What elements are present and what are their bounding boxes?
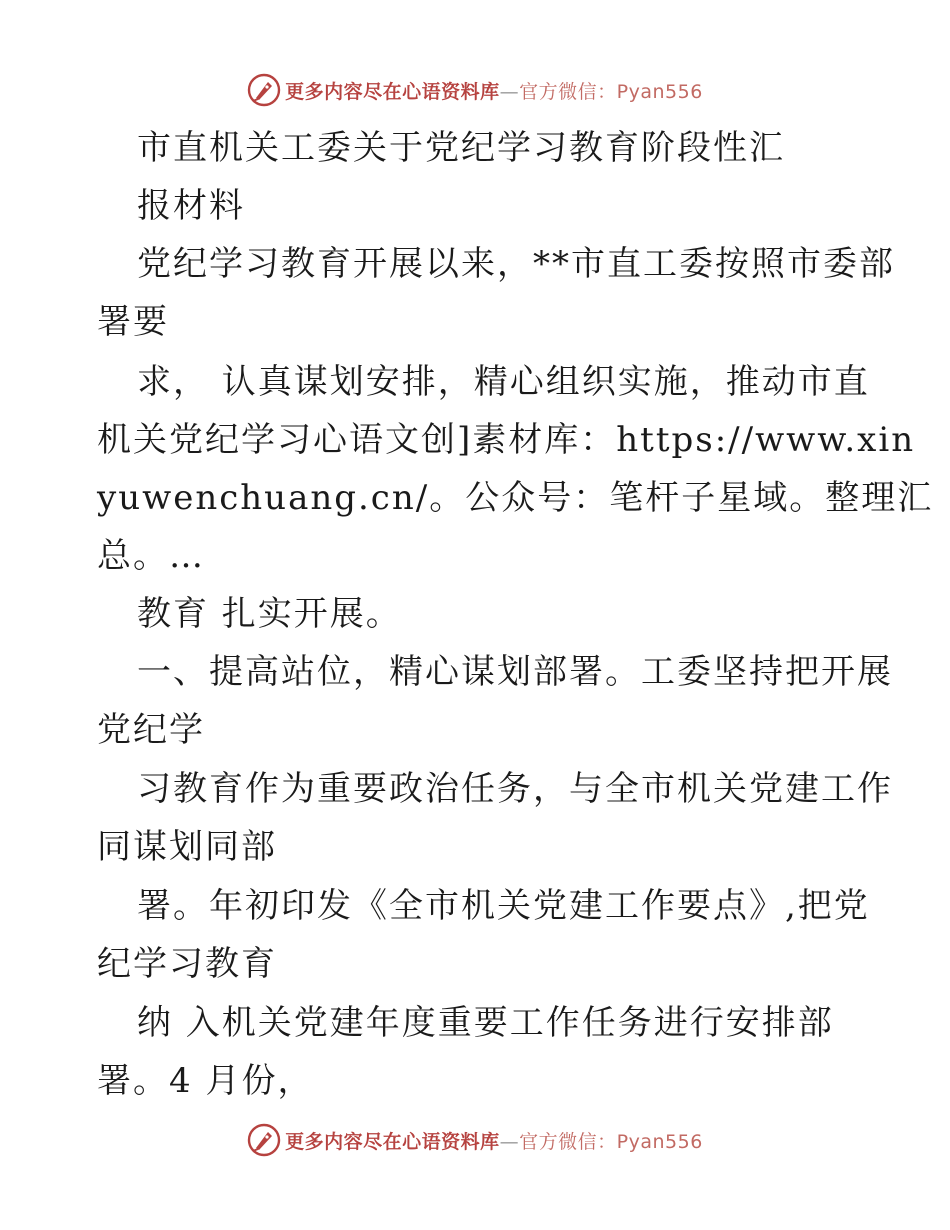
banner-main-text: 更多内容尽在心语资料库: [285, 1130, 500, 1153]
doc-text-line: 机关党纪学习心语文创]素材库：https://www.xin: [97, 420, 916, 460]
pen-nib-icon: [247, 1123, 281, 1157]
doc-text-line: 署。4 月份，: [97, 1061, 314, 1101]
doc-text-line: 总。…: [97, 536, 205, 576]
banner-dash: —: [499, 1130, 520, 1153]
doc-title-line: 报材料: [137, 186, 245, 226]
doc-text-line: 党纪学: [97, 710, 205, 750]
doc-text-line: 求， 认真谋划安排，精心组织实施，推动市直: [137, 362, 870, 402]
banner-dash: —: [499, 80, 520, 103]
doc-title-line: 市直机关工委关于党纪学习教育阶段性汇: [137, 128, 785, 168]
banner-wechat: 官方微信：Pyan556: [519, 80, 703, 103]
doc-text-line: 同谋划同部: [97, 827, 277, 867]
doc-text-line: yuwenchuang.cn/。公众号：笔杆子星域。整理汇: [97, 478, 934, 518]
pen-nib-icon: [247, 73, 281, 107]
doc-text-line: 署。年初印发《全市机关党建工作要点》,把党: [137, 886, 870, 926]
doc-text-line: 署要: [97, 302, 169, 342]
banner-wechat: 官方微信：Pyan556: [519, 1130, 703, 1153]
doc-text-line: 教育 扎实开展。: [137, 594, 402, 634]
banner-text: [285, 77, 703, 104]
doc-text-line: 纪学习教育: [97, 944, 277, 984]
doc-text-line: 党纪学习教育开展以来，**市直工委按照市委部: [137, 244, 895, 284]
doc-text-line: 习教育作为重要政治任务，与全市机关党建工作: [137, 769, 893, 809]
banner-text: [285, 1127, 703, 1154]
doc-text-line: 纳 入机关党建年度重要工作任务进行安排部: [137, 1003, 834, 1043]
header-banner: [0, 70, 950, 110]
banner-main-text: 更多内容尽在心语资料库: [285, 80, 500, 103]
footer-banner: [0, 1120, 950, 1160]
doc-text-line: 一、提高站位，精心谋划部署。工委坚持把开展: [137, 652, 893, 692]
